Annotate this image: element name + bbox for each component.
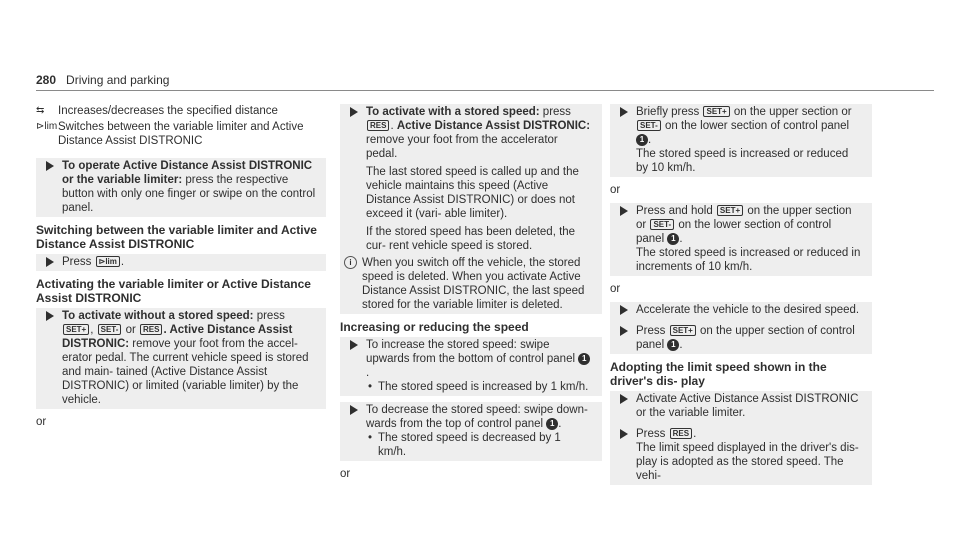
info-note (340, 255, 596, 314)
step-lead: Active Distance Assist DISTRONIC: (396, 120, 591, 132)
note-text: When you switch off the vehicle, the stored speed is deleted. When you activate Active Distance Assist DISTRONIC, the last speed stored for the variable limiter is deleted. (362, 257, 585, 311)
column-right (610, 104, 872, 491)
result-bullet: • The stored speed is increased by 1 km/h. (366, 380, 592, 394)
step-paragraph: The stored speed is increased or reduced by 10 km/h. (636, 148, 849, 174)
step-arrow-icon (46, 257, 54, 267)
or-separator: or (610, 184, 621, 196)
step-text: remove your foot from the accel- erator pedal. The current vehicle speed is stored and main- tained (Active Distance Assist DISTRONIC) or limited (variable limiter) by the vehicle. (62, 338, 309, 406)
step-text: press (539, 106, 571, 118)
instruction-step (36, 158, 320, 217)
instruction-step: To decrease the stored speed: swipe down- wards from the top of control panel 1 . • The stored speed is decreased by 1 km/h. (340, 402, 596, 461)
set-down-key-icon: SET- (637, 120, 661, 131)
instruction-block (340, 337, 602, 396)
step-text: Activate Active Distance Assist DISTRONIC or the variable limiter. (636, 393, 859, 419)
set-down-key-icon: SET- (650, 219, 674, 230)
callout-1-icon: 1 (546, 418, 558, 430)
instruction-step: Briefly press SET+ on the upper section or SET- on the lower section of control panel 1 . The stored speed is increased or reduced by 10 km/h. (610, 104, 866, 177)
column-left (36, 104, 326, 435)
instruction-step: To increase the stored speed: swipe upwards from the bottom of control panel 1. • The stored speed is increased by 1 km/h. (340, 337, 596, 396)
set-down-key-icon: SET- (98, 324, 122, 335)
resume-key-icon: RES (140, 324, 162, 335)
step-lead: . Active Distance Assist DISTRONIC: (62, 324, 293, 350)
step-text: Briefly press (636, 106, 700, 118)
step-text: on the upper section or (730, 106, 852, 118)
step-lead: To operate Active Distance Assist DISTRONIC or the variable limiter: (62, 160, 313, 186)
instruction-step: Press RES . The limit speed displayed in the driver's dis- play is adopted as the stored speed. The vehi- (610, 426, 866, 485)
step-arrow-icon (620, 394, 628, 404)
step-arrow-icon (46, 311, 54, 321)
step-text: on the lower section of control panel (661, 120, 850, 132)
section-heading: Adopting the limit speed shown in the driver's dis- play (610, 360, 827, 388)
header-divider (36, 90, 934, 91)
instruction-step: To activate without a stored speed: press SET+ , SET- or RES . Active Distance Assist DISTRONIC: remove your foot from the accel- erator pedal. The current vehicle speed is stored and main- tained (Active Distance Assist DISTRONIC) or limited (variable limiter) by the vehicle. (36, 308, 320, 409)
section-heading: Switching between the variable limiter and Active Distance Assist DISTRONIC (36, 223, 317, 251)
step-text: Accelerate the vehicle to the desired speed. (636, 304, 860, 316)
instruction-step (610, 302, 866, 319)
set-up-key-icon: SET+ (63, 324, 89, 335)
callout-1-icon: 1 (667, 233, 679, 245)
or-separator: or (610, 283, 621, 295)
step-text: Press (636, 428, 666, 440)
set-up-key-icon: SET+ (670, 325, 696, 336)
section-heading: Increasing or reducing the speed (340, 320, 529, 334)
step-paragraph: The last stored speed is called up and the vehicle maintains this speed (Active Distance Assist DISTRONIC) or does not exceed it (vari- able limiter). (366, 166, 579, 220)
set-up-key-icon: SET+ (717, 205, 743, 216)
step-paragraph: The stored speed is increased or reduced in increments of 10 km/h. (636, 247, 861, 273)
symbol-row-distance (36, 104, 326, 118)
distance-icon: ⇆ (36, 105, 45, 116)
step-lead: To activate without a stored speed: (62, 310, 254, 322)
section-heading: Activating the variable limiter or Active Distance Assist DISTRONIC (36, 277, 311, 305)
resume-key-icon: RES (367, 120, 389, 131)
step-arrow-icon (620, 305, 628, 315)
step-text: press the respective button with only one finger or swipe on the control panel. (62, 174, 316, 214)
result-bullet: • The stored speed is decreased by 1 km/h. (366, 431, 592, 459)
step-text: Press (636, 325, 666, 337)
step-text: on the lower section of control panel (636, 219, 832, 245)
callout-1-icon: 1 (578, 353, 590, 365)
step-arrow-icon (620, 107, 628, 117)
resume-key-icon: RES (670, 428, 692, 439)
step-paragraph: If the stored speed has been deleted, the cur- rent vehicle speed is stored. (366, 226, 576, 252)
instruction-block (610, 302, 872, 354)
page-number: 280 (36, 73, 57, 87)
step-arrow-icon (46, 161, 54, 171)
instruction-block (36, 158, 326, 217)
instruction-step: Press SET+ on the upper section of control panel 1 . (610, 323, 866, 354)
step-text: on the upper section of control panel (636, 325, 855, 351)
limiter-icon: ⊳lim (36, 121, 58, 132)
set-up-key-icon: SET+ (703, 106, 729, 117)
step-text: To decrease the stored speed: swipe down- wards from the top of control panel (366, 404, 588, 430)
instruction-step: Press ⊳lim . (36, 254, 320, 271)
info-icon: i (344, 256, 357, 269)
instruction-block (610, 203, 872, 276)
step-arrow-icon (350, 107, 358, 117)
instruction-step (610, 391, 866, 422)
step-arrow-icon (350, 405, 358, 415)
step-text: press (253, 310, 285, 322)
symbol-description: Switches between the variable limiter and Active Distance Assist DISTRONIC (58, 121, 304, 147)
step-text: Press and hold (636, 205, 713, 217)
instruction-block (610, 391, 872, 485)
page-header (36, 73, 169, 87)
symbol-description: Increases/decreases the specified distance (58, 105, 278, 117)
instruction-block (340, 402, 602, 461)
limiter-key-icon: ⊳lim (96, 256, 120, 267)
step-text: on the upper section or (636, 205, 852, 231)
callout-1-icon: 1 (636, 134, 648, 146)
or-separator: or (36, 416, 47, 428)
instruction-block (340, 104, 602, 314)
instruction-step: To activate with a stored speed: press RES . Active Distance Assist DISTRONIC: remove your foot from the accelerator pedal. The last stored speed is called up and the vehicle maintains this speed (Active Distance Assist DISTRONIC) or does not exceed it (vari- able limiter). If the stored speed has been deleted, the cur- rent vehicle speed is stored. (340, 104, 596, 255)
section-title: Driving and parking (66, 73, 170, 87)
instruction-block (36, 254, 326, 271)
instruction-block (36, 308, 326, 409)
step-text: or (122, 324, 136, 336)
step-arrow-icon (620, 206, 628, 216)
step-lead: To activate with a stored speed: (366, 106, 540, 118)
step-text: To increase the stored speed: swipe upwards from the bottom of control panel (366, 339, 576, 365)
step-arrow-icon (350, 340, 358, 350)
column-middle (340, 104, 602, 487)
symbol-row-limiter (36, 120, 326, 148)
or-separator: or (340, 468, 351, 480)
step-arrow-icon (620, 326, 628, 336)
step-paragraph: The limit speed displayed in the driver's dis- play is adopted as the stored speed. The vehi- (636, 442, 859, 482)
step-arrow-icon (620, 429, 628, 439)
step-text: remove your foot from the accelerator pedal. (366, 134, 558, 160)
instruction-step: Press and hold SET+ on the upper section or SET- on the lower section of control panel 1 . The stored speed is increased or reduced in increments of 10 km/h. (610, 203, 866, 276)
step-text: Press (62, 256, 92, 268)
callout-1-icon: 1 (667, 339, 679, 351)
instruction-block (610, 104, 872, 177)
